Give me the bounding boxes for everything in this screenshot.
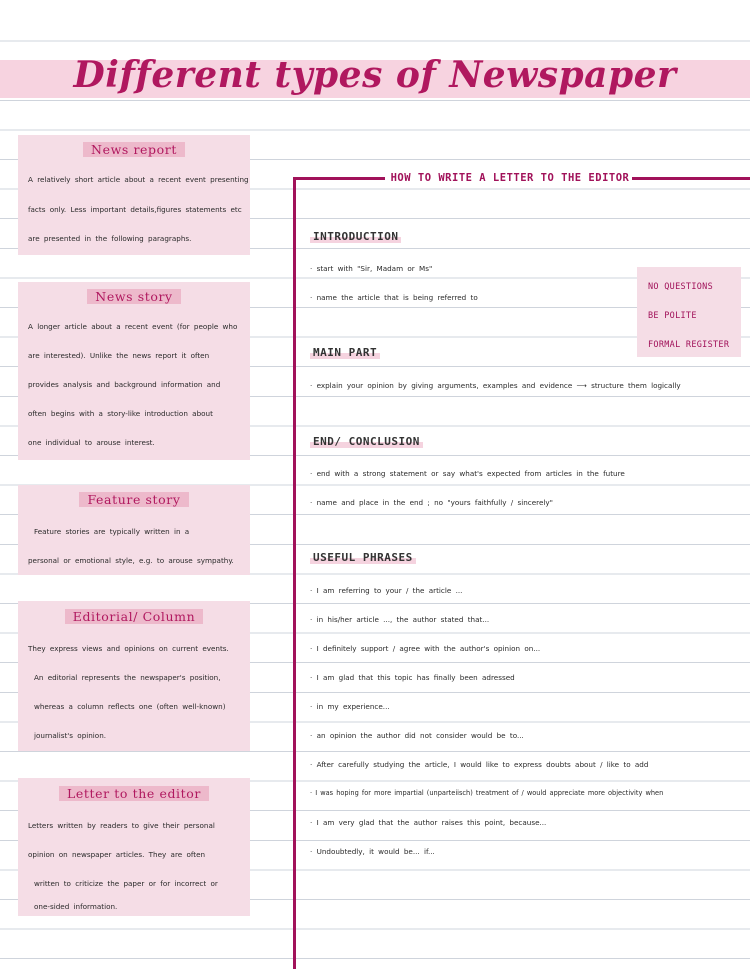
tips-box bbox=[637, 267, 741, 357]
card-title: Letter to the editor bbox=[59, 786, 209, 801]
card-line: An editorial represents the newspaper's position, bbox=[34, 673, 221, 682]
card-line: A relatively short article about a recent event presenting bbox=[28, 175, 249, 184]
phrase: · I am glad that this topic has finally been adressed bbox=[310, 673, 515, 682]
card-line: whereas a column reflects one (often well-known) bbox=[34, 702, 226, 711]
card-title: News story bbox=[87, 289, 180, 304]
card-editorial-column bbox=[18, 601, 250, 751]
bullet: · end with a strong statement or say what's expected from articles in the future bbox=[310, 469, 625, 478]
tip-be-polite: BE POLITE bbox=[648, 311, 697, 321]
card-line: provides analysis and background information and bbox=[28, 380, 221, 389]
card-news-report bbox=[18, 135, 250, 255]
card-line: Feature stories are typically written in a bbox=[34, 527, 190, 536]
card-letter-to-editor bbox=[18, 778, 250, 916]
phrase: · an opinion the author did not consider would be to... bbox=[310, 731, 524, 740]
phrase: · in my experience... bbox=[310, 702, 390, 711]
card-line: facts only. Less important details,figures statements etc bbox=[28, 205, 242, 214]
phrase: · I am very glad that the author raises this point, because... bbox=[310, 818, 547, 827]
card-line: are presented in the following paragraphs. bbox=[28, 234, 192, 243]
card-line: written to criticize the paper or for incorrect or bbox=[34, 879, 218, 888]
card-line: often begins with a story-like introduction about bbox=[28, 409, 213, 418]
card-news-story bbox=[18, 282, 250, 460]
card-title: Editorial/ Column bbox=[65, 609, 204, 624]
card-line: one-sided information. bbox=[34, 902, 118, 911]
card-line: A longer article about a recent event (for people who bbox=[28, 322, 238, 331]
card-line: are interested). Unlike the news report it often bbox=[28, 351, 210, 360]
section-useful-phrases: USEFUL PHRASES bbox=[310, 551, 416, 564]
section-conclusion: END/ CONCLUSION bbox=[310, 435, 423, 448]
phrase: · I was hoping for more impartial (unparteiisch) treatment of / would appreciate more objectivity when bbox=[310, 789, 664, 797]
section-main-part: MAIN PART bbox=[310, 346, 380, 359]
card-feature-story bbox=[18, 485, 250, 575]
section-introduction: INTRODUCTION bbox=[310, 230, 401, 243]
card-line: journalist's opinion. bbox=[34, 731, 107, 740]
card-title: News report bbox=[83, 142, 185, 157]
bullet: · explain your opinion by giving arguments, examples and evidence ⟶ structure them logically bbox=[310, 381, 681, 390]
card-line: They express views and opinions on current events. bbox=[28, 644, 229, 653]
bullet: · name the article that is being referred to bbox=[310, 293, 478, 302]
frame-top-right bbox=[632, 177, 750, 180]
frame-left bbox=[293, 178, 296, 969]
card-line: Letters written by readers to give their personal bbox=[28, 821, 215, 830]
card-line: one individual to arouse interest. bbox=[28, 438, 155, 447]
page-title: Different types of Newspaper bbox=[73, 54, 677, 96]
card-line: opinion on newspaper articles. They are often bbox=[28, 850, 206, 859]
phrase: · I definitely support / agree with the author's opinion on... bbox=[310, 644, 541, 653]
card-title: Feature story bbox=[79, 492, 188, 507]
bullet: · name and place in the end ; no "yours faithfully / sincerely" bbox=[310, 498, 553, 507]
bullet: · start with "Sir, Madam or Ms" bbox=[310, 264, 433, 273]
phrase: · in his/her article ..., the author stated that... bbox=[310, 615, 490, 624]
frame-top-left bbox=[293, 177, 385, 180]
letter-heading: HOW TO WRITE A LETTER TO THE EDITOR bbox=[390, 172, 630, 184]
phrase: · Undoubtedly, it would be... if... bbox=[310, 847, 435, 856]
tip-no-questions: NO QUESTIONS bbox=[648, 282, 714, 292]
phrase: · I am referring to your / the article ... bbox=[310, 586, 463, 595]
tip-formal-register: FORMAL REGISTER bbox=[648, 340, 730, 350]
card-line: personal or emotional style, e.g. to arouse sympathy. bbox=[28, 556, 234, 565]
phrase: · After carefully studying the article, I would like to express doubts about / like to add bbox=[310, 760, 649, 769]
